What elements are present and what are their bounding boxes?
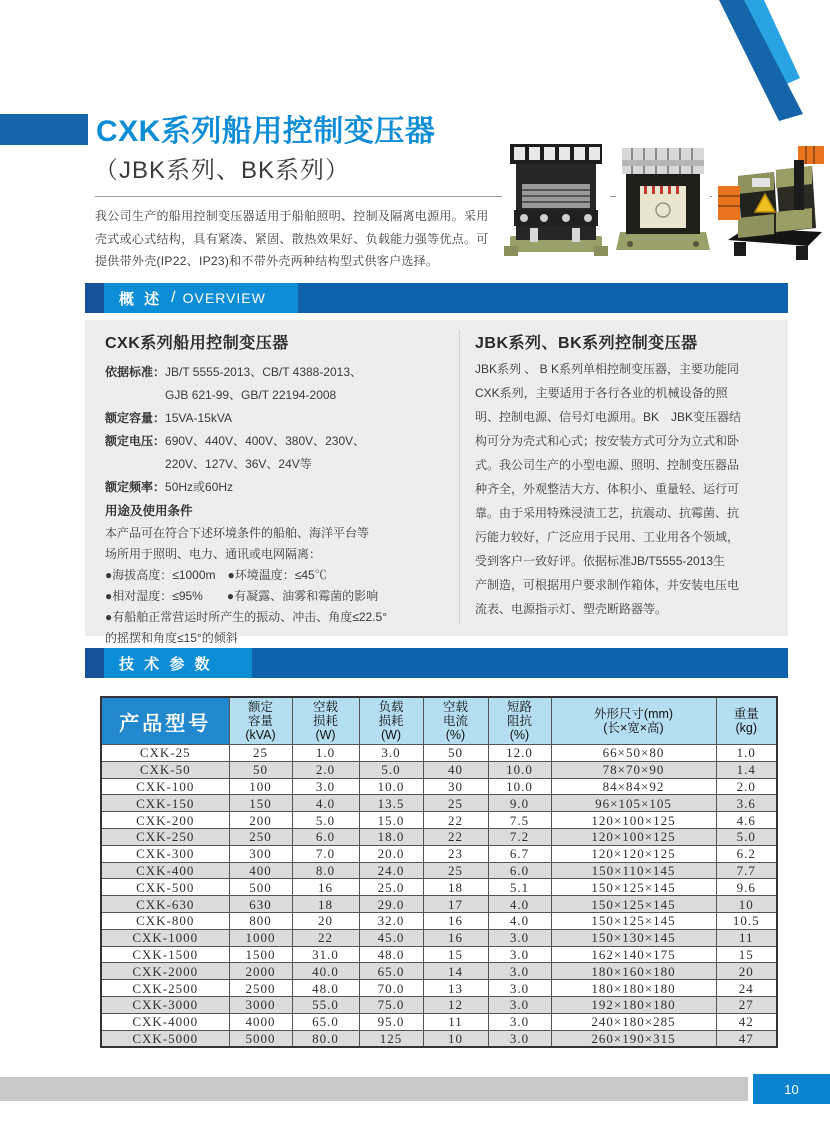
product-model-cell: CXK-1500: [101, 946, 229, 963]
product-photo-jbk-assembled: [712, 138, 830, 266]
spec-value-cell: 150×125×145: [551, 879, 716, 896]
spec-value-cell: 25.0: [359, 879, 423, 896]
page-number: 10: [784, 1081, 799, 1097]
spec-value-cell: 260×190×315: [551, 1030, 716, 1047]
spec-value-cell: 30: [423, 778, 488, 795]
spec-value-cell: 22: [292, 929, 359, 946]
product-model-cell: CXK-5000: [101, 1030, 229, 1047]
column-header: [488, 697, 551, 745]
spec-value-cell: 6.0: [488, 862, 551, 879]
description-text-line: 构可分为壳式和心式；按安装方式可分为立式和卧: [475, 434, 740, 448]
spec-value-cell: 13: [423, 980, 488, 997]
spec-value: [165, 476, 233, 499]
usage-text-line: ●相对湿度：≤95% ●有凝露、油雾和霉菌的影响: [105, 589, 379, 603]
spec-value-cell: 6.7: [488, 845, 551, 862]
spec-value-cell: 9.6: [716, 879, 777, 896]
spec-row: [105, 407, 455, 430]
spec-value-cell: 3000: [229, 996, 292, 1013]
spec-value-cell: 10: [423, 1030, 488, 1047]
column-header-line: (kg): [735, 721, 758, 735]
table-row: [101, 1030, 777, 1047]
spec-value-cell: 25: [229, 745, 292, 762]
spec-value-cell: 120×100×125: [551, 828, 716, 845]
usage-conditions-text: [105, 523, 455, 649]
specs-label-cn: 技 术 参 数: [119, 655, 213, 673]
spec-value-cell: 50: [229, 761, 292, 778]
spec-value-cell: 23: [423, 845, 488, 862]
spec-value-cell: 22: [423, 812, 488, 829]
spec-row: [105, 361, 455, 407]
table-row: [101, 828, 777, 845]
spec-value-cell: 7.7: [716, 862, 777, 879]
product-model-cell: CXK-200: [101, 812, 229, 829]
column-header-line: 空载: [442, 700, 468, 714]
spec-value-cell: 192×180×180: [551, 996, 716, 1013]
spec-label: 依据标准：: [105, 365, 166, 379]
column-header-line: 短路: [506, 700, 532, 714]
spec-row: [105, 476, 455, 499]
spec-value-cell: 42: [716, 1013, 777, 1030]
spec-value-cell: 29.0: [359, 896, 423, 913]
spec-value-cell: 630: [229, 896, 292, 913]
spec-value-cell: 150×125×145: [551, 912, 716, 929]
usage-text-line: 场所用于照明、电力、通讯或电网隔离：: [105, 547, 322, 561]
spec-value-line: GJB 621-99、GB/T 22194-2008: [165, 388, 337, 402]
spec-value-cell: 10: [716, 896, 777, 913]
description-text-line: JBK系列 、 B K系列单相控制变压器，主要功能同: [475, 362, 740, 376]
spec-value-cell: 100: [229, 778, 292, 795]
spec-value-cell: 25: [423, 795, 488, 812]
column-header-line: 损耗: [378, 714, 404, 728]
product-model-cell: CXK-50: [101, 761, 229, 778]
intro-text-line: 提供带外壳(IP22、IP23)和不带外壳两种结构型式供客户选择。: [95, 254, 439, 268]
specs-section-label: [104, 648, 252, 678]
spec-value-cell: 162×140×175: [551, 946, 716, 963]
spec-value-cell: 18: [423, 879, 488, 896]
table-row: [101, 963, 777, 980]
table-row: [101, 745, 777, 762]
description-text-line: 明、控制电源、信号灯电源用。BK JBK变压器结: [475, 410, 742, 424]
spec-value-cell: 15: [423, 946, 488, 963]
spec-value-cell: 150×110×145: [551, 862, 716, 879]
table-row: [101, 879, 777, 896]
column-header-line: (W): [315, 728, 336, 742]
spec-value-cell: 150×130×145: [551, 929, 716, 946]
column-header-line: (W): [380, 728, 402, 742]
column-header-line: 重量: [733, 707, 759, 721]
spec-value-cell: 4.6: [716, 812, 777, 829]
column-header-line: 外形尺寸(mm): [593, 707, 674, 721]
product-model-header: 产品型号: [101, 697, 229, 745]
column-header-line: 容量: [247, 714, 273, 728]
table-row: [101, 946, 777, 963]
intro-text-line: 我公司生产的船用控制变压器适用于船舶照明、控制及隔离电源用。采用: [95, 209, 489, 223]
spec-value-line: 50Hz或60Hz: [165, 480, 234, 494]
spec-value-cell: 16: [292, 879, 359, 896]
spec-value-cell: 10.0: [359, 778, 423, 795]
spec-value-cell: 7.2: [488, 828, 551, 845]
spec-value-cell: 11: [423, 1013, 488, 1030]
column-header: [229, 697, 292, 745]
column-header-line: (%): [445, 728, 466, 742]
spec-label: 额定频率：: [105, 480, 166, 494]
spec-value-cell: 1.0: [716, 745, 777, 762]
spec-value-cell: 2000: [229, 963, 292, 980]
spec-value-cell: 2.0: [716, 778, 777, 795]
column-header: [716, 697, 777, 745]
spec-value-cell: 5.0: [359, 761, 423, 778]
table-row: [101, 996, 777, 1013]
section-accent-square: [85, 283, 104, 313]
table-row: [101, 929, 777, 946]
column-divider-line: [459, 330, 460, 624]
spec-value-cell: 150: [229, 795, 292, 812]
spec-value-cell: 75.0: [359, 996, 423, 1013]
usage-text-line: 本产品可在符合下述环境条件的船舶、海洋平台等: [105, 526, 370, 540]
product-model-cell: CXK-400: [101, 862, 229, 879]
spec-value-cell: 7.0: [292, 845, 359, 862]
spec-value-cell: 1500: [229, 946, 292, 963]
product-model-cell: CXK-1000: [101, 929, 229, 946]
spec-value-cell: 47: [716, 1030, 777, 1047]
spec-value-cell: 10.0: [488, 761, 551, 778]
overview-section-label: [104, 283, 298, 313]
spec-value-cell: 22: [423, 828, 488, 845]
spec-value-cell: 1.0: [292, 745, 359, 762]
product-model-cell: CXK-25: [101, 745, 229, 762]
spec-value-cell: 66×50×80: [551, 745, 716, 762]
column-header-line: 空载: [312, 700, 338, 714]
spec-value-cell: 3.0: [359, 745, 423, 762]
spec-value-cell: 65.0: [292, 1013, 359, 1030]
technical-parameters-table: [100, 696, 778, 1048]
table-row: [101, 778, 777, 795]
description-text-line: 靠。由于采用特殊浸渍工艺，抗震动、抗霉菌、抗: [475, 506, 740, 520]
spec-value-cell: 3.0: [488, 980, 551, 997]
spec-value-cell: 20.0: [359, 845, 423, 862]
product-model-cell: CXK-630: [101, 896, 229, 913]
spec-value-cell: 17: [423, 896, 488, 913]
usage-conditions-heading: 用途及使用条件: [105, 504, 193, 518]
description-text-line: 受到客户一致好评。依据标准JB/T5555-2013生: [475, 554, 726, 568]
spec-value-cell: 4.0: [488, 896, 551, 913]
column-header-line: 损耗: [312, 714, 338, 728]
spec-value-cell: 12.0: [488, 745, 551, 762]
spec-value-cell: 9.0: [488, 795, 551, 812]
spec-value-cell: 70.0: [359, 980, 423, 997]
spec-value-cell: 125: [359, 1030, 423, 1047]
spec-value-cell: 50: [423, 745, 488, 762]
column-header-line: (%): [509, 728, 530, 742]
spec-value-cell: 3.0: [292, 778, 359, 795]
jbk-series-heading: JBK系列、BK系列控制变压器: [475, 335, 698, 352]
spec-value-cell: 6.2: [716, 845, 777, 862]
spec-value-cell: 12: [423, 996, 488, 1013]
spec-value-cell: 80.0: [292, 1030, 359, 1047]
spec-value-cell: 48.0: [359, 946, 423, 963]
usage-text-line: 的摇摆和角度≤15°的倾斜: [105, 631, 238, 645]
spec-value-cell: 96×105×105: [551, 795, 716, 812]
spec-value-cell: 4.0: [292, 795, 359, 812]
spec-value-cell: 3.0: [488, 946, 551, 963]
product-model-cell: CXK-2000: [101, 963, 229, 980]
spec-value-cell: 1000: [229, 929, 292, 946]
spec-value-line: JB/T 5555-2013、CB/T 4388-2013、: [165, 365, 363, 379]
column-header: [359, 697, 423, 745]
column-header-line: 负载: [378, 700, 404, 714]
description-text-line: 产制造，可根据用户要求制作箱体，并安装电压电: [475, 578, 740, 592]
spec-value-cell: 150×125×145: [551, 896, 716, 913]
spec-value-cell: 15.0: [359, 812, 423, 829]
description-text-line: 式。我公司生产的小型电源、照明、控制变压器品: [475, 458, 740, 472]
spec-value-cell: 1.4: [716, 761, 777, 778]
spec-value-cell: 120×120×125: [551, 845, 716, 862]
spec-value-cell: 180×160×180: [551, 963, 716, 980]
spec-value: [165, 407, 232, 430]
table-row: [101, 980, 777, 997]
footer-bar: [0, 1077, 748, 1101]
spec-value-cell: 25: [423, 862, 488, 879]
column-header: [551, 697, 716, 745]
spec-value-cell: 2500: [229, 980, 292, 997]
jbk-series-description: [475, 357, 775, 621]
spec-value-cell: 24.0: [359, 862, 423, 879]
spec-value-cell: 84×84×92: [551, 778, 716, 795]
specs-section-bar: [85, 648, 788, 678]
spec-value-cell: 4000: [229, 1013, 292, 1030]
spec-value-cell: 40: [423, 761, 488, 778]
product-model-cell: CXK-150: [101, 795, 229, 812]
product-model-cell: CXK-2500: [101, 980, 229, 997]
table-row: [101, 912, 777, 929]
spec-value-cell: 31.0: [292, 946, 359, 963]
spec-value-cell: 14: [423, 963, 488, 980]
description-text-line: 流表、电源指示灯、塑壳断路器等。: [475, 602, 668, 616]
spec-value-cell: 200: [229, 812, 292, 829]
column-header-line: (长×宽×高): [603, 721, 664, 735]
spec-value-cell: 3.0: [488, 929, 551, 946]
spec-value-cell: 5000: [229, 1030, 292, 1047]
usage-text-line: ●海拔高度：≤1000m ●环境温度：≤45℃: [105, 568, 327, 582]
intro-text-line: 壳式或心式结构，具有紧凑、紧固、散热效果好、负载能力强等优点。可: [95, 231, 489, 246]
spec-value-line: 15VA-15kVA: [165, 411, 232, 425]
product-model-cell: CXK-250: [101, 828, 229, 845]
spec-value: [165, 361, 362, 407]
spec-value-cell: 13.5: [359, 795, 423, 812]
title-accent-bar: [0, 114, 88, 145]
spec-value-cell: 18.0: [359, 828, 423, 845]
table-row: [101, 761, 777, 778]
overview-left-column: [105, 326, 455, 649]
spec-value-cell: 2.0: [292, 761, 359, 778]
spec-value-cell: 300: [229, 845, 292, 862]
spec-value-cell: 65.0: [359, 963, 423, 980]
column-header-line: 阻抗: [506, 714, 532, 728]
column-header: [423, 697, 488, 745]
product-model-cell: CXK-500: [101, 879, 229, 896]
spec-value-cell: 20: [292, 912, 359, 929]
description-text-line: 污能力较好，广泛应用于民用、工业用各个领域，: [475, 530, 740, 544]
column-header-line: 额定: [247, 700, 273, 714]
product-photo-bk-front: [616, 146, 710, 258]
spec-value-cell: 3.0: [488, 963, 551, 980]
spec-value-cell: 18: [292, 896, 359, 913]
page-number-tab: [753, 1074, 830, 1104]
spec-value-cell: 15: [716, 946, 777, 963]
overview-label-en: OVERVIEW: [182, 290, 266, 306]
spec-value-cell: 16: [423, 912, 488, 929]
product-model-cell: CXK-4000: [101, 1013, 229, 1030]
cxk-spec-list: [105, 361, 455, 499]
spec-value-cell: 180×180×180: [551, 980, 716, 997]
spec-value-cell: 4.0: [488, 912, 551, 929]
spec-value: [165, 430, 365, 476]
spec-value-cell: 78×70×90: [551, 761, 716, 778]
description-text-line: CXK系列，主要适用于各行各业的机械设备的照: [475, 386, 728, 400]
spec-value-cell: 55.0: [292, 996, 359, 1013]
product-model-cell: CXK-100: [101, 778, 229, 795]
spec-value-cell: 20: [716, 963, 777, 980]
spec-value-cell: 95.0: [359, 1013, 423, 1030]
spec-value-cell: 120×100×125: [551, 812, 716, 829]
usage-text-line: ●有船舶正常营运时所产生的振动、冲击、角度≤22.5°: [105, 610, 387, 624]
spec-label: 额定电压：: [105, 434, 166, 448]
spec-value-cell: 45.0: [359, 929, 423, 946]
spec-value-cell: 11: [716, 929, 777, 946]
spec-value-cell: 27: [716, 996, 777, 1013]
spec-value-cell: 250: [229, 828, 292, 845]
spec-value-cell: 7.5: [488, 812, 551, 829]
product-model-cell: CXK-3000: [101, 996, 229, 1013]
page-subtitle: （JBK系列、BK系列）: [94, 157, 351, 184]
spec-value-cell: 10.0: [488, 778, 551, 795]
spec-row: [105, 430, 455, 476]
spec-value-cell: 40.0: [292, 963, 359, 980]
spec-value-cell: 3.6: [716, 795, 777, 812]
spec-value-cell: 6.0: [292, 828, 359, 845]
intro-paragraph: [95, 205, 489, 273]
product-model-cell: CXK-800: [101, 912, 229, 929]
overview-label-cn: 概 述: [119, 290, 163, 308]
table-row: [101, 1013, 777, 1030]
table-row: [101, 862, 777, 879]
column-header-line: 电流: [442, 714, 468, 728]
spec-label: 额定容量：: [105, 411, 166, 425]
spec-value-line: 690V、440V、400V、380V、230V、: [165, 434, 366, 448]
table-row: [101, 812, 777, 829]
overview-panel: [85, 320, 788, 645]
page-title: CXK系列船用控制变压器: [96, 115, 436, 148]
overview-section-bar: [85, 283, 788, 313]
spec-value-cell: 48.0: [292, 980, 359, 997]
spec-value-cell: 5.0: [716, 828, 777, 845]
spec-value-cell: 10.5: [716, 912, 777, 929]
spec-value-cell: 240×180×285: [551, 1013, 716, 1030]
description-text-line: 种齐全，外观整洁大方、体积小、重量轻、运行可: [475, 482, 740, 496]
spec-value-line: 220V、127V、36V、24V等: [165, 457, 312, 471]
spec-value-cell: 3.0: [488, 1013, 551, 1030]
section-accent-square: [85, 648, 104, 678]
spec-value-cell: 3.0: [488, 1030, 551, 1047]
column-header-line: (kVA): [245, 728, 276, 742]
table-row: [101, 896, 777, 913]
spec-value-cell: 400: [229, 862, 292, 879]
overview-right-column: [475, 326, 775, 621]
spec-value-cell: 5.1: [488, 879, 551, 896]
spec-value-cell: 8.0: [292, 862, 359, 879]
spec-value-cell: 16: [423, 929, 488, 946]
spec-value-cell: 800: [229, 912, 292, 929]
table-row: [101, 795, 777, 812]
spec-value-cell: 5.0: [292, 812, 359, 829]
overview-label-separator: /: [171, 289, 176, 306]
spec-value-cell: 500: [229, 879, 292, 896]
column-header: [292, 697, 359, 745]
spec-value-cell: 24: [716, 980, 777, 997]
spec-value-cell: 32.0: [359, 912, 423, 929]
table-header-row: [101, 697, 777, 745]
spec-value-cell: 3.0: [488, 996, 551, 1013]
table-row: [101, 845, 777, 862]
product-model-cell: CXK-300: [101, 845, 229, 862]
product-photo-cxk-open-frame: [502, 142, 610, 260]
cxk-series-heading: CXK系列船用控制变压器: [105, 335, 289, 352]
